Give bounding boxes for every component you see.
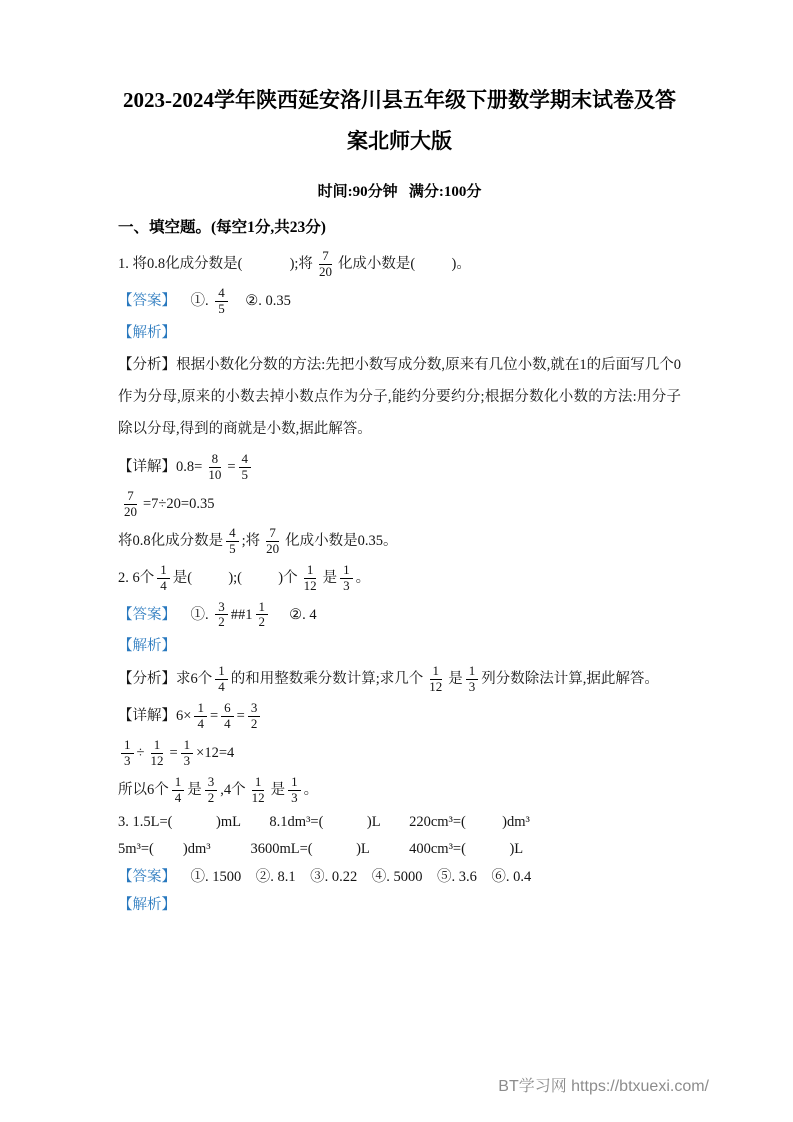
fraction-numerator: 3 bbox=[215, 600, 228, 616]
fraction-numerator: 1 bbox=[256, 600, 269, 616]
analysis-text: 【分析】求6个 bbox=[118, 670, 213, 687]
detail-text: 将0.8化成分数是 bbox=[118, 532, 224, 549]
fraction-numerator: 3 bbox=[248, 701, 261, 717]
fraction bbox=[205, 452, 224, 483]
fraction-denominator: 20 bbox=[266, 540, 280, 556]
answer-text: ②. 0.35 bbox=[230, 292, 291, 309]
fraction-numerator: 1 bbox=[121, 738, 134, 754]
fraction-denominator: 5 bbox=[241, 466, 248, 482]
detail-text: 是 bbox=[270, 781, 286, 798]
fraction-numerator: 1 bbox=[194, 701, 207, 717]
q1-jiexi-label: 【解析】 bbox=[118, 324, 176, 341]
question-3-line-1: 3. 1.5L=( )mL 8.1dm³=( )L 220cm³=( )dm³ bbox=[118, 813, 530, 830]
fraction bbox=[181, 738, 194, 769]
q2-detail-line-1 bbox=[118, 701, 681, 732]
fraction-denominator: 4 bbox=[160, 577, 167, 593]
q1-detail-line-1 bbox=[118, 452, 681, 483]
answer-text: ②. 4 bbox=[271, 606, 317, 623]
fraction-numerator: 4 bbox=[226, 526, 239, 542]
fraction-numerator: 1 bbox=[157, 563, 170, 579]
fraction bbox=[288, 775, 301, 806]
fraction bbox=[316, 249, 335, 280]
fraction bbox=[301, 563, 320, 594]
fraction bbox=[147, 738, 166, 769]
question-text: 1. 将0.8化成分数是( );将 bbox=[118, 255, 313, 272]
fraction bbox=[121, 489, 140, 520]
fraction-numerator: 1 bbox=[181, 738, 194, 754]
fraction-denominator: 4 bbox=[218, 679, 225, 695]
answer-label: 【答案】 bbox=[118, 869, 176, 886]
fraction bbox=[215, 664, 228, 695]
fraction bbox=[205, 775, 218, 806]
fraction-denominator: 3 bbox=[343, 577, 350, 593]
fraction-denominator: 2 bbox=[207, 789, 215, 805]
question-text: 2. 6个 bbox=[118, 569, 155, 586]
fraction-numerator: 1 bbox=[215, 664, 228, 680]
fraction-denominator: 3 bbox=[468, 679, 476, 695]
q2-analysis bbox=[118, 664, 681, 695]
fraction-numerator: 7 bbox=[124, 489, 137, 505]
q2-detail-line-3 bbox=[118, 775, 681, 806]
fraction-denominator: 12 bbox=[251, 789, 265, 805]
detail-text: = bbox=[169, 744, 178, 761]
fraction-denominator: 10 bbox=[208, 466, 222, 482]
detail-text: = bbox=[227, 458, 236, 475]
fraction-numerator: 7 bbox=[319, 249, 332, 265]
detail-text: ×12=4 bbox=[196, 744, 235, 761]
exam-time-score: 时间:90分钟 满分:100分 bbox=[317, 183, 482, 200]
page-title: 2023-2024学年陕西延安洛川县五年级下册数学期末试卷及答案北师大版 bbox=[123, 88, 676, 153]
fraction bbox=[215, 286, 228, 317]
analysis-text: 列分数除法计算,据此解答。 bbox=[481, 670, 659, 687]
question-text: 是 bbox=[322, 569, 338, 586]
q2-detail-line-2 bbox=[118, 738, 681, 769]
fraction-denominator: 2 bbox=[218, 614, 225, 630]
fraction-numerator: 1 bbox=[252, 775, 265, 791]
fraction-denominator: 5 bbox=[218, 300, 225, 316]
fraction-denominator: 3 bbox=[291, 789, 298, 805]
detail-text: ;将 bbox=[241, 532, 261, 549]
question-2-stem bbox=[118, 563, 681, 594]
detail-text: 。 bbox=[303, 781, 319, 798]
answer-label: 【答案】 bbox=[118, 606, 176, 623]
fraction bbox=[221, 701, 234, 732]
fraction-denominator: 12 bbox=[303, 577, 317, 593]
answer-text: ①. bbox=[176, 292, 213, 309]
fraction bbox=[340, 563, 353, 594]
fraction bbox=[263, 526, 282, 557]
detail-text: 【详解】0.8= bbox=[118, 458, 203, 475]
detail-text: 化成小数是0.35。 bbox=[285, 532, 398, 549]
fraction-denominator: 20 bbox=[124, 503, 137, 519]
q1-detail-line-3 bbox=[118, 526, 681, 557]
analysis-text: 的和用整数乘分数计算;求几个 bbox=[230, 670, 424, 687]
fraction-denominator: 2 bbox=[250, 715, 258, 731]
detail-text: ,4个 bbox=[220, 781, 246, 798]
q1-detail-line-2 bbox=[118, 489, 681, 520]
fraction bbox=[466, 664, 479, 695]
fraction-denominator: 4 bbox=[197, 715, 204, 731]
answer-text: ①. 1500 ②. 8.1 ③. 0.22 ④. 5000 ⑤. 3.6 ⑥. 0.4 bbox=[176, 869, 532, 886]
fraction-denominator: 12 bbox=[429, 679, 443, 695]
fraction bbox=[426, 664, 445, 695]
question-1-stem bbox=[118, 249, 681, 280]
fraction-numerator: 1 bbox=[151, 738, 164, 754]
fraction bbox=[239, 452, 252, 483]
fraction-numerator: 1 bbox=[430, 664, 443, 680]
fraction-numerator: 6 bbox=[221, 701, 234, 717]
q2-jiexi-label: 【解析】 bbox=[118, 638, 176, 655]
fraction bbox=[121, 738, 134, 769]
answer-text: ##1 bbox=[230, 606, 253, 623]
fraction bbox=[215, 600, 228, 631]
fraction-numerator: 7 bbox=[266, 526, 279, 542]
analysis-text: 是 bbox=[448, 670, 463, 687]
detail-text: 所以6个 bbox=[118, 781, 169, 798]
detail-text: 【详解】6× bbox=[118, 707, 192, 724]
fraction bbox=[226, 526, 239, 557]
fraction-denominator: 5 bbox=[229, 540, 236, 556]
fraction-numerator: 1 bbox=[466, 664, 479, 680]
fraction-denominator: 3 bbox=[124, 752, 131, 768]
fraction bbox=[194, 701, 207, 732]
detail-text: 是 bbox=[187, 781, 202, 798]
fraction-denominator: 4 bbox=[224, 715, 231, 731]
fraction bbox=[249, 775, 268, 806]
q3-jiexi-label: 【解析】 bbox=[118, 896, 176, 913]
site-watermark: BT学习网 https://btxuexi.com/ bbox=[498, 1078, 709, 1095]
fraction bbox=[172, 775, 185, 806]
q2-answer bbox=[118, 600, 681, 631]
fraction-denominator: 20 bbox=[318, 263, 332, 279]
fraction-numerator: 8 bbox=[209, 452, 222, 468]
fraction-denominator: 12 bbox=[150, 752, 164, 768]
q1-analysis: 【分析】根据小数化分数的方法:先把小数写成分数,原来有几位小数,就在1的后面写几个0作为分母,原来的小数去掉小数点作为分子,能约分要约分;根据分数化小数的方法:用分子除以分母,得到的商就是小数,据此解答。 bbox=[118, 357, 681, 438]
fraction-numerator: 4 bbox=[215, 286, 228, 302]
section-1-heading: 一、填空题。(每空1分,共23分) bbox=[118, 218, 326, 236]
answer-label: 【答案】 bbox=[118, 292, 176, 309]
fraction bbox=[248, 701, 261, 732]
detail-text: ÷ bbox=[136, 744, 145, 761]
fraction-numerator: 1 bbox=[304, 563, 317, 579]
fraction-numerator: 1 bbox=[340, 563, 353, 579]
q3-answer bbox=[118, 867, 681, 889]
detail-text: = bbox=[236, 707, 245, 724]
question-text: 化成小数是( )。 bbox=[337, 255, 471, 272]
answer-text: ①. bbox=[176, 606, 213, 623]
question-3-line-2: 5m³=( )dm³ 3600mL=( )L 400cm³=( )L bbox=[118, 841, 524, 858]
fraction bbox=[157, 563, 170, 594]
fraction bbox=[256, 600, 269, 631]
fraction-denominator: 3 bbox=[183, 752, 191, 768]
fraction-denominator: 4 bbox=[174, 789, 182, 805]
fraction-numerator: 1 bbox=[288, 775, 301, 791]
fraction-numerator: 4 bbox=[239, 452, 252, 468]
q1-answer bbox=[118, 286, 681, 317]
fraction-denominator: 2 bbox=[258, 614, 265, 630]
fraction-numerator: 1 bbox=[172, 775, 185, 791]
detail-text: = bbox=[209, 707, 219, 724]
question-text: 。 bbox=[355, 569, 371, 586]
detail-text: =7÷20=0.35 bbox=[143, 495, 215, 512]
fraction-numerator: 3 bbox=[205, 775, 218, 791]
question-text: 是( );( )个 bbox=[172, 569, 298, 586]
